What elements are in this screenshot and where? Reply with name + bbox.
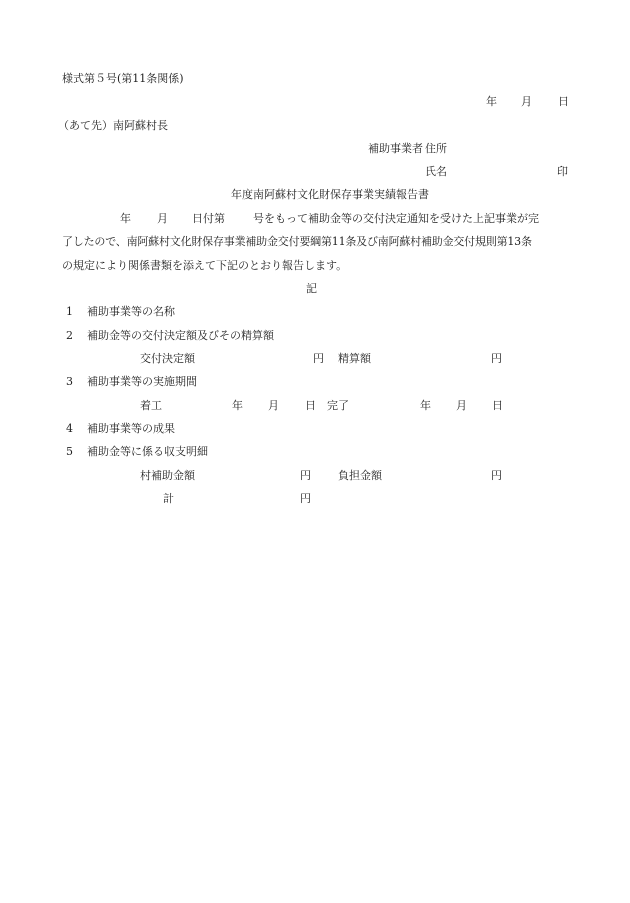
end-month: 月: [456, 399, 467, 412]
name-label: 氏名: [425, 165, 447, 178]
item-number: 2: [66, 329, 73, 342]
item-number: 5: [66, 445, 73, 458]
yen-unit: 円: [300, 492, 311, 505]
yen-unit: 円: [313, 352, 324, 365]
yen-unit: 円: [300, 469, 311, 482]
body-year: 年: [120, 212, 131, 225]
start-day: 日: [305, 399, 316, 412]
seal-mark: 印: [557, 165, 568, 178]
item-label: 補助金等に係る収支明細: [87, 445, 208, 458]
date-day: 日: [558, 95, 569, 108]
item-label: 補助事業等の成果: [87, 422, 175, 435]
addressee: （あて先）南阿蘇村長: [58, 119, 168, 132]
body-line2: 了したので、南阿蘇村文化財保存事業補助金交付要綱第11条及び南阿蘇村補助金交付規則第13条: [62, 235, 532, 248]
start-year: 年: [232, 399, 243, 412]
total-label: 計: [163, 492, 174, 505]
yen-unit: 円: [491, 469, 502, 482]
end-year: 年: [420, 399, 431, 412]
item-label: 補助金等の交付決定額及びその精算額: [87, 329, 274, 342]
item-number: 4: [66, 422, 73, 435]
body-day-no: 日付第: [192, 212, 225, 225]
address-label: 住所: [425, 142, 447, 155]
item-label: 補助事業等の名称: [87, 305, 175, 318]
form-number: 様式第５号(第11条関係): [62, 72, 184, 85]
date-month: 月: [521, 95, 532, 108]
item-label: 補助事業等の実施期間: [87, 375, 197, 388]
decision-amount-label: 交付決定額: [140, 352, 195, 365]
applicant-label: 補助事業者: [368, 142, 423, 155]
start-label: 着工: [140, 399, 162, 412]
body-line1: 号をもって補助金等の交付決定通知を受けた上記事業が完: [253, 212, 539, 225]
date-year: 年: [486, 95, 497, 108]
item-number: 1: [66, 305, 73, 318]
burden-amount-label: 負担金額: [338, 469, 382, 482]
start-month: 月: [268, 399, 279, 412]
body-line3: の規定により関係書類を添えて下記のとおり報告します。: [62, 259, 348, 272]
body-month: 月: [157, 212, 168, 225]
item-number: 3: [66, 375, 73, 388]
yen-unit: 円: [491, 352, 502, 365]
document-title: 年度南阿蘇村文化財保存事業実績報告書: [231, 188, 429, 201]
settlement-amount-label: 精算額: [338, 352, 371, 365]
village-subsidy-label: 村補助金額: [140, 469, 195, 482]
ki-heading: 記: [306, 282, 317, 295]
end-day: 日: [492, 399, 503, 412]
end-label: 完了: [327, 399, 349, 412]
